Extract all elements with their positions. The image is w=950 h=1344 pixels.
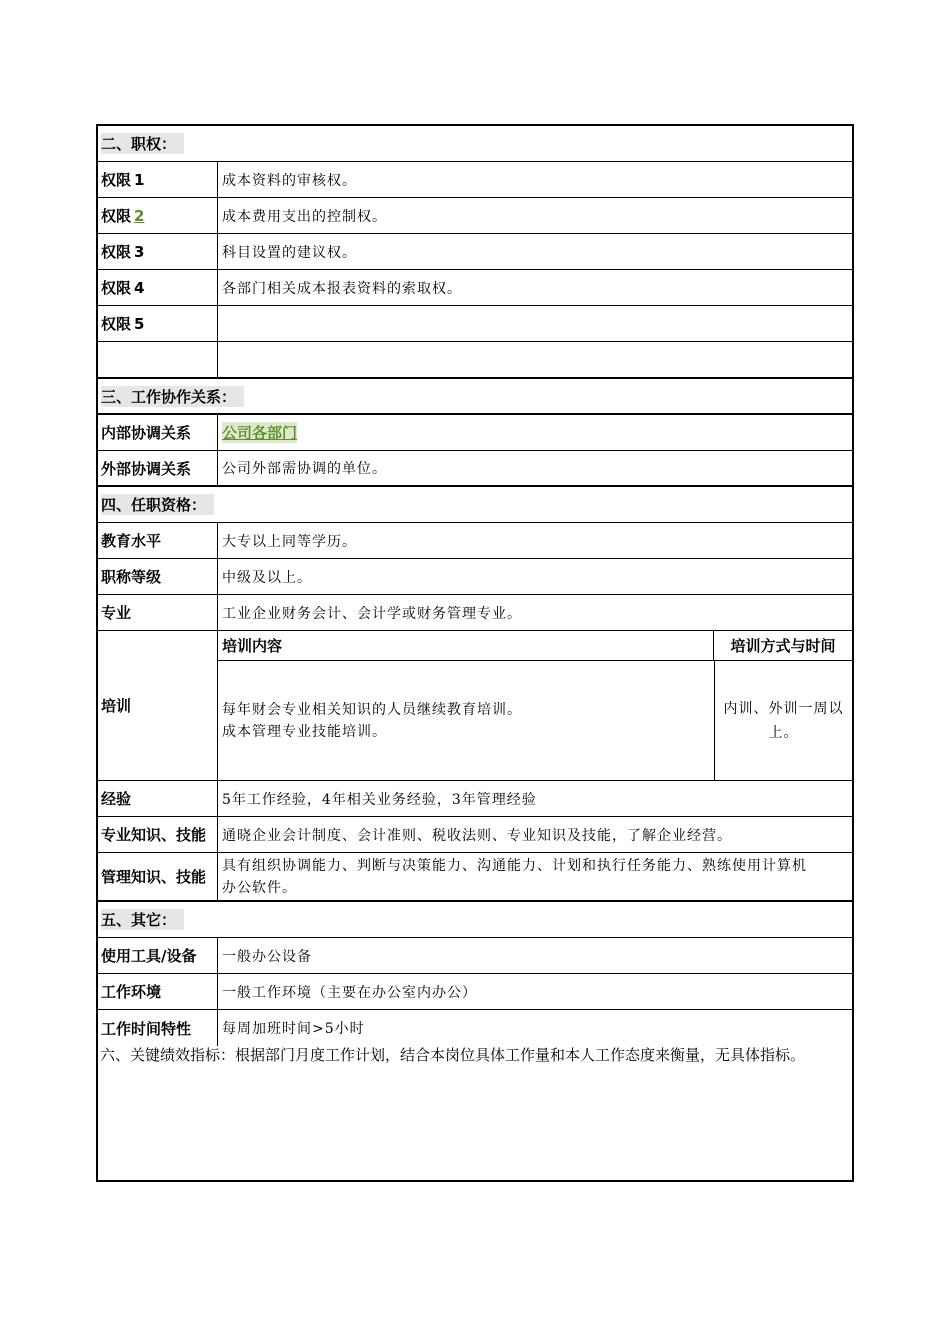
row-label: 工作时间特性 [98,1010,218,1046]
row-value: 通晓企业会计制度、会计准则、税收法则、专业知识及技能，了解企业经营。 [222,827,732,844]
row-label: 权限 4 [98,270,218,305]
job-description-table [96,124,854,1182]
authority-row-1 [98,162,852,198]
row-value: 公司外部需协调的单位。 [222,461,387,477]
management-skill-row [98,853,852,902]
row-value: 中级及以上。 [222,569,312,586]
row-value: 公司各部门 [222,424,298,442]
training-header [218,631,852,661]
row-value: 科目设置的建议权。 [222,244,357,261]
training-content-header: 培训内容 [222,637,283,655]
row-value: 一般办公设备 [222,948,312,965]
section-title: 五、其它： [98,902,187,937]
authority-row-empty [98,342,852,379]
row-label: 使用工具/设备 [98,938,218,973]
row-label: 专业 [98,595,218,630]
row-value [218,306,852,341]
row-value: 一般工作环境（主要在办公室内办公） [222,984,477,1001]
row-value: 工业企业财务会计、会计学或财务管理专业。 [222,605,522,622]
row-label: 专业知识、技能 [98,817,218,852]
row-value: 每周加班时间>5小时 [222,1021,365,1037]
row-value: 各部门相关成本报表资料的索取权。 [222,280,462,297]
section-cooperation-header [98,379,852,415]
internal-coordination-row [98,415,852,451]
kpi-section: 六、关键绩效指标：根据部门月度工作计划，结合本岗位具体工作量和本人工作态度来衡量，无具体指标。 [100,1048,806,1064]
external-coordination-row [98,451,852,487]
training-subtable [218,631,852,780]
title-level-row [98,559,852,595]
row-label: 权限 2 [98,198,218,233]
section-qualification-header [98,487,852,523]
row-value: 大专以上同等学历。 [222,533,357,550]
section-title: 四、任职资格： [98,487,217,522]
row-label: 权限 5 [98,306,218,341]
row-label: 职称等级 [98,559,218,594]
training-body [218,661,852,780]
row-label: 内部协调关系 [98,415,218,450]
row-value: 成本资料的审核权。 [222,172,357,189]
row-label: 权限 1 [98,162,218,197]
authority-row-5 [98,306,852,342]
training-method: 内训、外训一周以上。 [714,661,852,780]
tools-row [98,938,852,974]
row-value: 具有组织协调能力、判断与决策能力、沟通能力、计划和执行任务能力、熟练使用计算机 办公软件。 [222,857,807,896]
training-method-header: 培训方式与时间 [713,631,852,660]
section-title: 二、职权： [98,126,187,161]
education-row [98,523,852,559]
training-row [98,631,852,781]
professional-skill-row [98,817,852,853]
row-label: 外部协调关系 [98,451,218,485]
experience-row [98,781,852,817]
row-label [98,342,218,377]
authority-row-3 [98,234,852,270]
training-content: 每年财会专业相关知识的人员继续教育培训。 成本管理专业技能培训。 [222,701,522,740]
row-label: 权限 3 [98,234,218,269]
authority-row-4 [98,270,852,306]
section-authority-header [98,126,852,162]
row-label: 培训 [98,631,218,780]
major-row [98,595,852,631]
row-value: 5年工作经验，4年相关业务经验，3年管理经验 [222,791,537,808]
work-time-row [98,1010,852,1046]
row-label: 工作环境 [98,974,218,1009]
row-label: 管理知识、技能 [98,853,218,900]
environment-row [98,974,852,1010]
authority-row-2 [98,198,852,234]
row-label: 教育水平 [98,523,218,558]
section-other-header [98,902,852,938]
row-label: 经验 [98,781,218,816]
row-value [218,342,852,377]
row-value: 成本费用支出的控制权。 [222,208,387,225]
section-title: 三、工作协作关系： [98,379,247,413]
